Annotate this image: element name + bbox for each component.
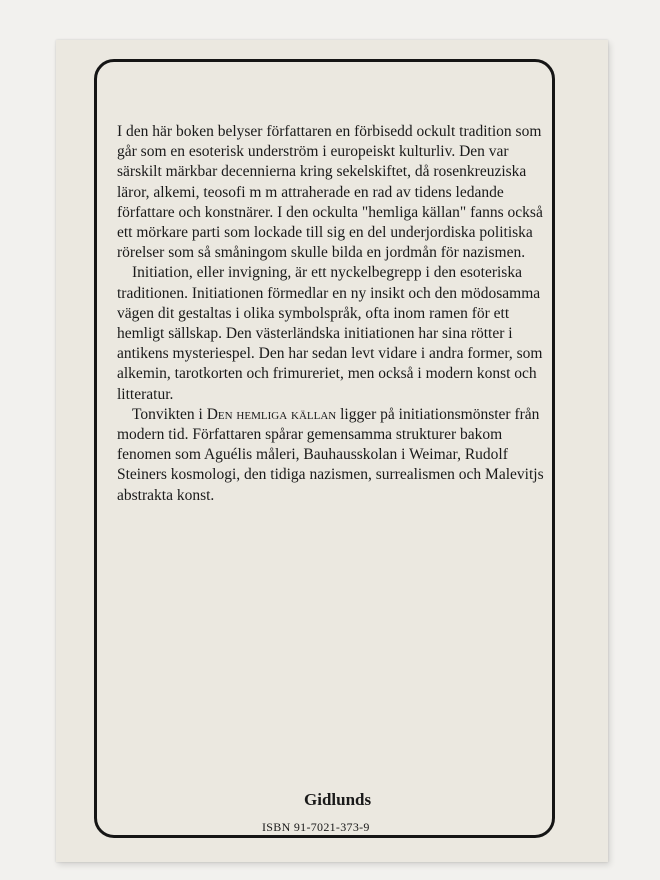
isbn-number: ISBN 91-7021-373-9	[262, 820, 370, 834]
blurb-paragraph-1: I den här boken belyser författaren en förbisedd ockult tradition som går som en esoterisk underström i europeiskt kulturliv. Den var särskilt märkbar decennierna kring sekelskiftet, då rosenkreuziska läror, alkemi, teosofi m m attraherade en rad av tidens ledande författare och konstnärer. I den ockulta "hemliga källan" fanns också ett mörkare parti som lockade till sig en del underjordiska politiska rörelser som så småningom skulle bilda en jordmån för nazismen.	[117, 123, 543, 262]
publisher-name: Gidlunds	[304, 790, 372, 809]
cover-blurb	[117, 122, 553, 506]
book-title-reference: Den hemliga källan	[206, 405, 337, 423]
book-back-cover	[56, 40, 608, 862]
blurb-paragraph-3-start: Tonvikten i	[132, 405, 207, 423]
blurb-paragraph-3-end: ligger på initiationsmönster från modern tid. Författaren spårar gemensamma strukturer bakom fenomen som Aguélis måleri, Bauhausskolan i Weimar, Rudolf Steiners kosmologi, den tidiga nazismen, surrealismen och Malevitjs abstrakta konst.	[117, 405, 544, 504]
blurb-paragraph-2: Initiation, eller invigning, är ett nyckelbegrepp i den esoteriska traditionen. Initiationen förmedlar en ny insikt och den mödosamma vägen dit gestaltas i olika symbolspråk, ofta inom ramen för ett hemligt sällskap. Den västerländska initiationen har sina rötter i antikens mysteriespel. Den har sedan levt vidare i andra former, som alkemin, tarotkorten och frimureriet, men också i modern konst och litteratur.	[117, 264, 543, 403]
blurb-paragraph-3	[117, 405, 553, 506]
